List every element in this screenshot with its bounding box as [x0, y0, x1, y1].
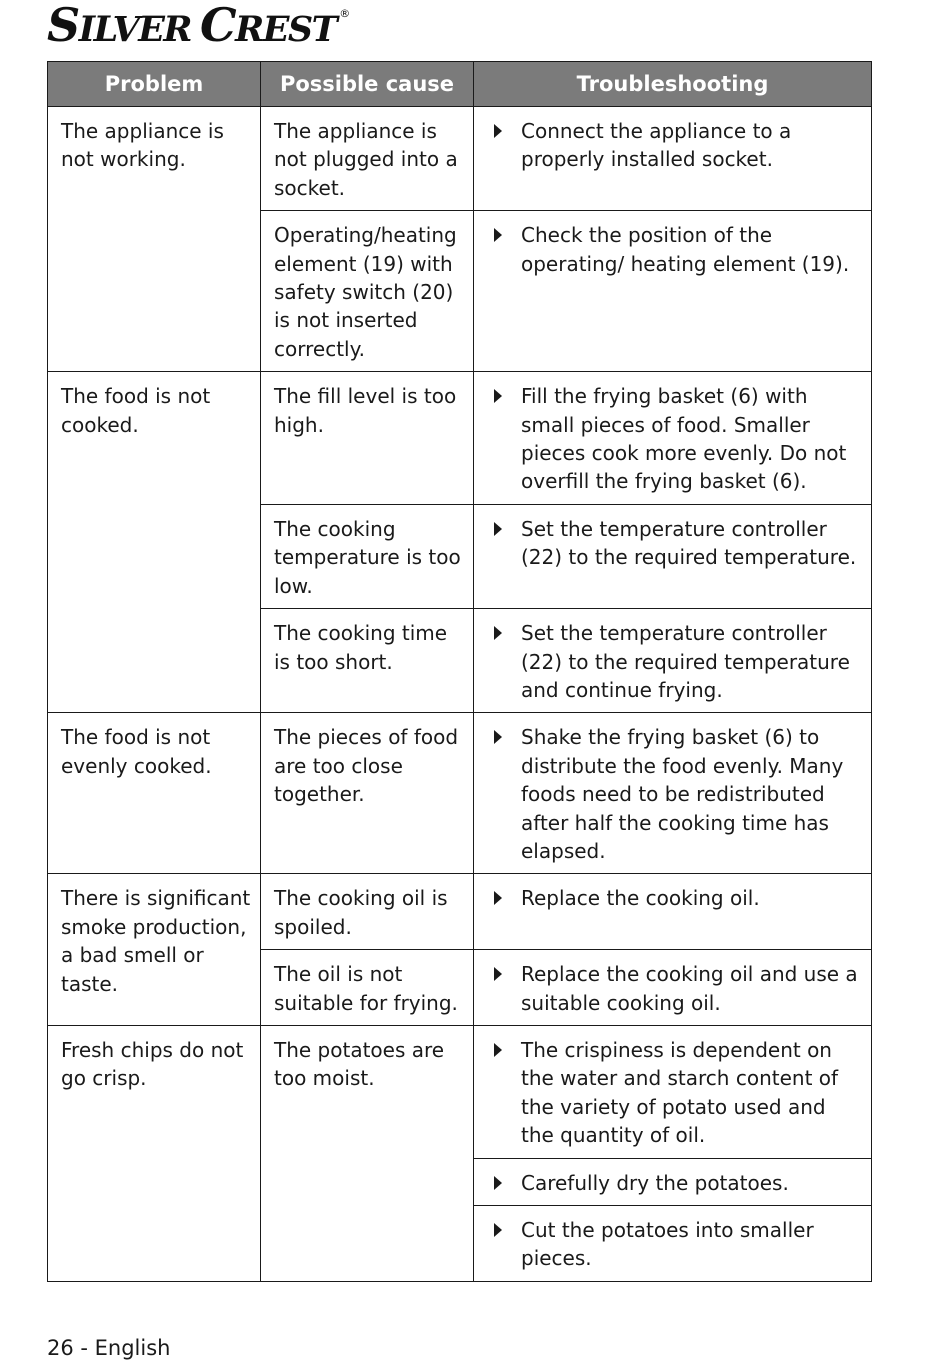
table-header-row: [48, 62, 872, 107]
cause-cell: Operating/heating element (19) with safety switch (20) is not inserted correctly.: [261, 211, 474, 372]
troubleshooting-step: [494, 515, 861, 572]
bullet-arrow-icon: [494, 124, 502, 138]
table-row: [48, 372, 872, 505]
troubleshooting-cell: [474, 1206, 872, 1282]
troubleshooting-cell: [474, 874, 872, 950]
problem-cell: There is significant smoke production, a bad smell or taste.: [48, 874, 261, 1026]
troubleshooting-cell: [474, 950, 872, 1026]
bullet-arrow-icon: [494, 967, 502, 981]
troubleshooting-step: [494, 884, 861, 912]
bullet-arrow-icon: [494, 228, 502, 242]
troubleshooting-cell: [474, 1025, 872, 1158]
troubleshooting-text: Set the temperature controller (22) to the required temperature.: [521, 516, 857, 570]
logo-letters-rest: REST: [235, 9, 337, 50]
problem-cell: The food is not evenly cooked.: [48, 713, 261, 874]
cause-cell: The cooking temperature is too low.: [261, 504, 474, 608]
troubleshooting-text: Shake the frying basket (6) to distribute the food evenly. Many foods need to be redistributed after half the cooking time has elapsed.: [521, 725, 844, 863]
problem-cell: The appliance is not working.: [48, 107, 261, 372]
troubleshooting-table: [47, 61, 872, 1282]
table-row: [48, 874, 872, 950]
cause-cell: The oil is not suitable for frying.: [261, 950, 474, 1026]
bullet-arrow-icon: [494, 522, 502, 536]
cause-cell: The fill level is too high.: [261, 372, 474, 505]
troubleshooting-cell: [474, 107, 872, 211]
cause-cell: The pieces of food are too close together.: [261, 713, 474, 874]
header-troubleshooting: Troubleshooting: [474, 62, 872, 107]
cause-cell: The cooking time is too short.: [261, 609, 474, 713]
troubleshooting-step: [494, 619, 861, 704]
bullet-arrow-icon: [494, 891, 502, 905]
troubleshooting-cell: [474, 504, 872, 608]
troubleshooting-step: [494, 382, 861, 496]
table-row: [48, 107, 872, 211]
troubleshooting-step: [494, 1036, 861, 1150]
troubleshooting-text: Replace the cooking oil.: [521, 886, 760, 911]
troubleshooting-cell: [474, 1158, 872, 1205]
registered-mark: ®: [339, 7, 351, 20]
troubleshooting-step: [494, 960, 861, 1017]
logo-letter-s: S: [47, 0, 79, 52]
bullet-arrow-icon: [494, 730, 502, 744]
bullet-arrow-icon: [494, 1176, 502, 1190]
troubleshooting-step: [494, 221, 861, 278]
troubleshooting-step: [494, 117, 861, 174]
bullet-arrow-icon: [494, 626, 502, 640]
troubleshooting-text: Carefully dry the potatoes.: [521, 1170, 789, 1195]
troubleshooting-text: Connect the appliance to a properly installed socket.: [521, 119, 792, 172]
page-footer: 26 - English: [47, 1336, 171, 1360]
table-row: [48, 1025, 872, 1158]
problem-cell: Fresh chips do not go crisp.: [48, 1025, 261, 1281]
troubleshooting-step: [494, 723, 861, 865]
bullet-arrow-icon: [494, 1223, 502, 1237]
cause-cell: The potatoes are too moist.: [261, 1025, 474, 1281]
troubleshooting-cell: [474, 609, 872, 713]
troubleshooting-cell: [474, 713, 872, 874]
troubleshooting-text: Cut the potatoes into smaller pieces.: [521, 1218, 814, 1271]
troubleshooting-cell: [474, 211, 872, 372]
troubleshooting-text: The crispiness is dependent on the water and starch content of the variety of potato used and the quantity of oil.: [521, 1037, 839, 1148]
troubleshooting-text: Set the temperature controller (22) to the required temperature and continue frying.: [521, 621, 850, 702]
troubleshooting-step: [494, 1169, 861, 1197]
troubleshooting-cell: [474, 372, 872, 505]
bullet-arrow-icon: [494, 1043, 502, 1057]
troubleshooting-text: Fill the frying basket (6) with small pieces of food. Smaller pieces cook more evenly. Do not overfill the frying basket (6).: [521, 384, 847, 494]
cause-cell: The appliance is not plugged into a socket.: [261, 107, 474, 211]
logo-letter-c: C: [199, 0, 236, 52]
troubleshooting-text: Check the position of the operating/ heating element (19).: [521, 223, 850, 276]
troubleshooting-text: Replace the cooking oil and use a suitable cooking oil.: [521, 962, 858, 1015]
cause-cell: The cooking oil is spoiled.: [261, 874, 474, 950]
header-problem: Problem: [48, 62, 261, 107]
header-possible-cause: Possible cause: [261, 62, 474, 107]
table-row: [48, 713, 872, 874]
troubleshooting-step: [494, 1216, 861, 1273]
bullet-arrow-icon: [494, 389, 502, 403]
silvercrest-logo: [47, 0, 351, 52]
logo-letters-ilver: ILVER: [78, 9, 191, 50]
problem-cell: The food is not cooked.: [48, 372, 261, 713]
